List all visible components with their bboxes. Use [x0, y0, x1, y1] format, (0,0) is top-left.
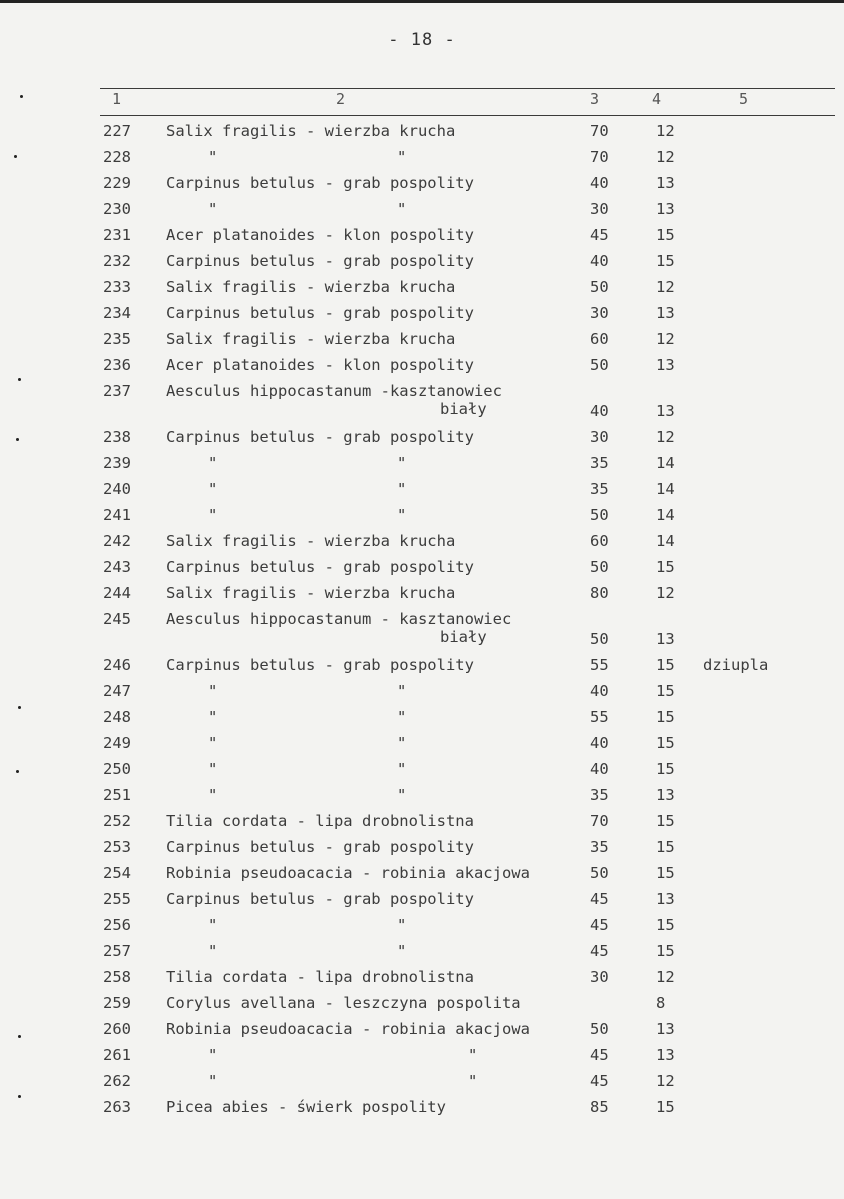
- ditto-mark-left: ": [208, 1072, 218, 1090]
- ditto-mark-left: ": [208, 942, 218, 960]
- value-column-3: 35: [590, 838, 609, 856]
- ditto-mark-right: ": [397, 760, 407, 778]
- row-number: 258: [103, 968, 131, 986]
- punch-mark: [18, 1095, 21, 1098]
- row-number: 236: [103, 356, 131, 374]
- row-number: 251: [103, 786, 131, 804]
- row-number: 252: [103, 812, 131, 830]
- value-column-4: 13: [656, 200, 675, 218]
- value-column-3: 60: [590, 532, 609, 550]
- value-column-4: 15: [656, 812, 675, 830]
- row-number: 240: [103, 480, 131, 498]
- row-number: 230: [103, 200, 131, 218]
- row-number: 256: [103, 916, 131, 934]
- value-column-4: 12: [656, 1072, 675, 1090]
- row-number: 247: [103, 682, 131, 700]
- value-column-3: 45: [590, 890, 609, 908]
- table-row: [0, 554, 844, 580]
- value-column-3: 45: [590, 1046, 609, 1064]
- ditto-mark-right: ": [468, 1072, 478, 1090]
- value-column-3: 50: [590, 278, 609, 296]
- value-column-4: 12: [656, 122, 675, 140]
- punch-mark: [14, 155, 17, 158]
- ditto-mark-left: ": [208, 1046, 218, 1064]
- column-header-5: 5: [739, 90, 749, 108]
- value-column-3: 45: [590, 916, 609, 934]
- value-column-3: 70: [590, 148, 609, 166]
- value-column-3: 30: [590, 304, 609, 322]
- value-column-4: 13: [656, 630, 675, 648]
- value-column-4: 8: [656, 994, 666, 1012]
- species-name: Acer platanoides - klon pospolity: [166, 356, 474, 374]
- table-row: [0, 1068, 844, 1094]
- value-column-4: 14: [656, 506, 675, 524]
- value-column-4: 13: [656, 890, 675, 908]
- species-name: Tilia cordata - lipa drobnolistna: [166, 968, 474, 986]
- row-number: 242: [103, 532, 131, 550]
- row-number: 246: [103, 656, 131, 674]
- value-column-4: 13: [656, 174, 675, 192]
- table-row: [0, 326, 844, 352]
- punch-mark: [16, 438, 19, 441]
- table-row: [0, 678, 844, 704]
- ditto-mark-left: ": [208, 734, 218, 752]
- table-row: [0, 378, 844, 424]
- remark-column-5: dziupla: [703, 656, 769, 674]
- value-column-4: 15: [656, 734, 675, 752]
- row-number: 244: [103, 584, 131, 602]
- species-name: Salix fragilis - wierzba krucha: [166, 532, 456, 550]
- column-header-3: 3: [590, 90, 600, 108]
- row-number: 259: [103, 994, 131, 1012]
- table-row: [0, 502, 844, 528]
- table-row: [0, 352, 844, 378]
- header-top-rule: [100, 88, 835, 89]
- value-column-4: 15: [656, 656, 675, 674]
- value-column-3: 55: [590, 708, 609, 726]
- species-name: Aesculus hippocastanum -kasztanowiec: [166, 382, 502, 400]
- ditto-mark-left: ": [208, 454, 218, 472]
- value-column-3: 50: [590, 356, 609, 374]
- table-row: [0, 274, 844, 300]
- ditto-mark-right: ": [397, 480, 407, 498]
- punch-mark: [18, 1035, 21, 1038]
- species-name: Corylus avellana - leszczyna pospolita: [166, 994, 521, 1012]
- ditto-mark-right: ": [397, 916, 407, 934]
- table-row: [0, 1094, 844, 1120]
- table-row: [0, 1016, 844, 1042]
- row-number: 238: [103, 428, 131, 446]
- ditto-mark-left: ": [208, 506, 218, 524]
- value-column-3: 45: [590, 1072, 609, 1090]
- value-column-4: 15: [656, 916, 675, 934]
- ditto-mark-left: ": [208, 786, 218, 804]
- ditto-mark-right: ": [397, 786, 407, 804]
- page-number: - 18 -: [388, 30, 456, 50]
- value-column-4: 14: [656, 454, 675, 472]
- species-name: Salix fragilis - wierzba krucha: [166, 122, 456, 140]
- ditto-mark-left: ": [208, 682, 218, 700]
- row-number: 261: [103, 1046, 131, 1064]
- value-column-3: 50: [590, 1020, 609, 1038]
- value-column-4: 12: [656, 148, 675, 166]
- ditto-mark-left: ": [208, 200, 218, 218]
- row-number: 254: [103, 864, 131, 882]
- row-number: 250: [103, 760, 131, 778]
- species-name: Robinia pseudoacacia - robinia akacjowa: [166, 1020, 530, 1038]
- value-column-3: 70: [590, 122, 609, 140]
- ditto-mark-left: ": [208, 480, 218, 498]
- header-bottom-rule: [100, 115, 835, 116]
- value-column-3: 40: [590, 252, 609, 270]
- value-column-4: 13: [656, 786, 675, 804]
- row-number: 243: [103, 558, 131, 576]
- table-row: [0, 222, 844, 248]
- species-name: Salix fragilis - wierzba krucha: [166, 584, 456, 602]
- row-number: 255: [103, 890, 131, 908]
- table-row: [0, 652, 844, 678]
- row-number: 248: [103, 708, 131, 726]
- table-row: [0, 450, 844, 476]
- ditto-mark-right: ": [468, 1046, 478, 1064]
- value-column-4: 13: [656, 356, 675, 374]
- column-header-1: 1: [112, 90, 122, 108]
- species-name: Salix fragilis - wierzba krucha: [166, 330, 456, 348]
- value-column-3: 40: [590, 682, 609, 700]
- ditto-mark-right: ": [397, 454, 407, 472]
- species-name: Tilia cordata - lipa drobnolistna: [166, 812, 474, 830]
- species-name: Carpinus betulus - grab pospolity: [166, 838, 474, 856]
- value-column-3: 55: [590, 656, 609, 674]
- species-name-continued: biały: [440, 628, 487, 646]
- value-column-3: 40: [590, 402, 609, 420]
- row-number: 229: [103, 174, 131, 192]
- row-number: 253: [103, 838, 131, 856]
- value-column-3: 45: [590, 226, 609, 244]
- value-column-4: 14: [656, 480, 675, 498]
- ditto-mark-right: ": [397, 708, 407, 726]
- value-column-3: 30: [590, 428, 609, 446]
- ditto-mark-right: ": [397, 682, 407, 700]
- table-row: [0, 808, 844, 834]
- value-column-4: 15: [656, 942, 675, 960]
- value-column-4: 15: [656, 760, 675, 778]
- table-row: [0, 782, 844, 808]
- value-column-4: 15: [656, 864, 675, 882]
- table-row: [0, 300, 844, 326]
- table-row: [0, 912, 844, 938]
- table-row: [0, 170, 844, 196]
- ditto-mark-right: ": [397, 942, 407, 960]
- punch-mark: [20, 95, 23, 98]
- species-name: Robinia pseudoacacia - robinia akacjowa: [166, 864, 530, 882]
- row-number: 234: [103, 304, 131, 322]
- table-row: [0, 580, 844, 606]
- value-column-4: 15: [656, 252, 675, 270]
- species-name: Carpinus betulus - grab pospolity: [166, 428, 474, 446]
- table-row: [0, 424, 844, 450]
- table-row: [0, 606, 844, 652]
- row-number: 241: [103, 506, 131, 524]
- table-row: [0, 990, 844, 1016]
- species-name-continued: biały: [440, 400, 487, 418]
- value-column-4: 14: [656, 532, 675, 550]
- species-name: Carpinus betulus - grab pospolity: [166, 304, 474, 322]
- value-column-3: 80: [590, 584, 609, 602]
- table-row: [0, 196, 844, 222]
- value-column-3: 60: [590, 330, 609, 348]
- row-number: 235: [103, 330, 131, 348]
- value-column-3: 50: [590, 864, 609, 882]
- species-name: Salix fragilis - wierzba krucha: [166, 278, 456, 296]
- species-name: Aesculus hippocastanum - kasztanowiec: [166, 610, 512, 628]
- punch-mark: [18, 378, 21, 381]
- ditto-mark-left: ": [208, 760, 218, 778]
- table-row: [0, 144, 844, 170]
- table-row: [0, 704, 844, 730]
- species-name: Carpinus betulus - grab pospolity: [166, 656, 474, 674]
- table-row: [0, 886, 844, 912]
- table-row: [0, 248, 844, 274]
- row-number: 232: [103, 252, 131, 270]
- ditto-mark-left: ": [208, 916, 218, 934]
- row-number: 245: [103, 610, 131, 628]
- species-name: Carpinus betulus - grab pospolity: [166, 890, 474, 908]
- row-number: 263: [103, 1098, 131, 1116]
- ditto-mark-left: ": [208, 148, 218, 166]
- species-name: Picea abies - świerk pospolity: [166, 1098, 446, 1116]
- value-column-4: 15: [656, 708, 675, 726]
- row-number: 228: [103, 148, 131, 166]
- ditto-mark-left: ": [208, 708, 218, 726]
- value-column-4: 12: [656, 278, 675, 296]
- row-number: 237: [103, 382, 131, 400]
- species-name: Acer platanoides - klon pospolity: [166, 226, 474, 244]
- value-column-3: 40: [590, 174, 609, 192]
- row-number: 233: [103, 278, 131, 296]
- value-column-4: 13: [656, 1046, 675, 1064]
- value-column-3: 70: [590, 812, 609, 830]
- value-column-4: 15: [656, 838, 675, 856]
- ditto-mark-right: ": [397, 148, 407, 166]
- species-name: Carpinus betulus - grab pospolity: [166, 558, 474, 576]
- value-column-4: 12: [656, 330, 675, 348]
- row-number: 239: [103, 454, 131, 472]
- value-column-3: 30: [590, 968, 609, 986]
- value-column-4: 12: [656, 428, 675, 446]
- ditto-mark-right: ": [397, 734, 407, 752]
- column-header-4: 4: [652, 90, 662, 108]
- value-column-4: 13: [656, 1020, 675, 1038]
- tree-inventory-table: [0, 118, 844, 1120]
- table-row: [0, 860, 844, 886]
- table-row: [0, 756, 844, 782]
- ditto-mark-right: ": [397, 200, 407, 218]
- table-row: [0, 528, 844, 554]
- value-column-4: 13: [656, 402, 675, 420]
- value-column-3: 45: [590, 942, 609, 960]
- value-column-4: 15: [656, 558, 675, 576]
- table-row: [0, 1042, 844, 1068]
- value-column-3: 35: [590, 454, 609, 472]
- punch-mark: [18, 706, 21, 709]
- value-column-3: 35: [590, 786, 609, 804]
- value-column-4: 15: [656, 226, 675, 244]
- row-number: 260: [103, 1020, 131, 1038]
- species-name: Carpinus betulus - grab pospolity: [166, 252, 474, 270]
- row-number: 227: [103, 122, 131, 140]
- row-number: 249: [103, 734, 131, 752]
- value-column-3: 35: [590, 480, 609, 498]
- value-column-4: 15: [656, 1098, 675, 1116]
- value-column-4: 12: [656, 584, 675, 602]
- value-column-3: 40: [590, 760, 609, 778]
- table-row: [0, 964, 844, 990]
- punch-mark: [16, 770, 19, 773]
- value-column-3: 85: [590, 1098, 609, 1116]
- value-column-3: 30: [590, 200, 609, 218]
- table-row: [0, 938, 844, 964]
- row-number: 231: [103, 226, 131, 244]
- ditto-mark-right: ": [397, 506, 407, 524]
- value-column-3: 50: [590, 630, 609, 648]
- species-name: Carpinus betulus - grab pospolity: [166, 174, 474, 192]
- row-number: 262: [103, 1072, 131, 1090]
- row-number: 257: [103, 942, 131, 960]
- value-column-4: 13: [656, 304, 675, 322]
- table-row: [0, 834, 844, 860]
- table-row: [0, 118, 844, 144]
- scan-top-edge: [0, 0, 844, 3]
- column-header-2: 2: [336, 90, 346, 108]
- value-column-3: 50: [590, 506, 609, 524]
- table-row: [0, 730, 844, 756]
- value-column-3: 50: [590, 558, 609, 576]
- value-column-3: 40: [590, 734, 609, 752]
- table-row: [0, 476, 844, 502]
- value-column-4: 15: [656, 682, 675, 700]
- value-column-4: 12: [656, 968, 675, 986]
